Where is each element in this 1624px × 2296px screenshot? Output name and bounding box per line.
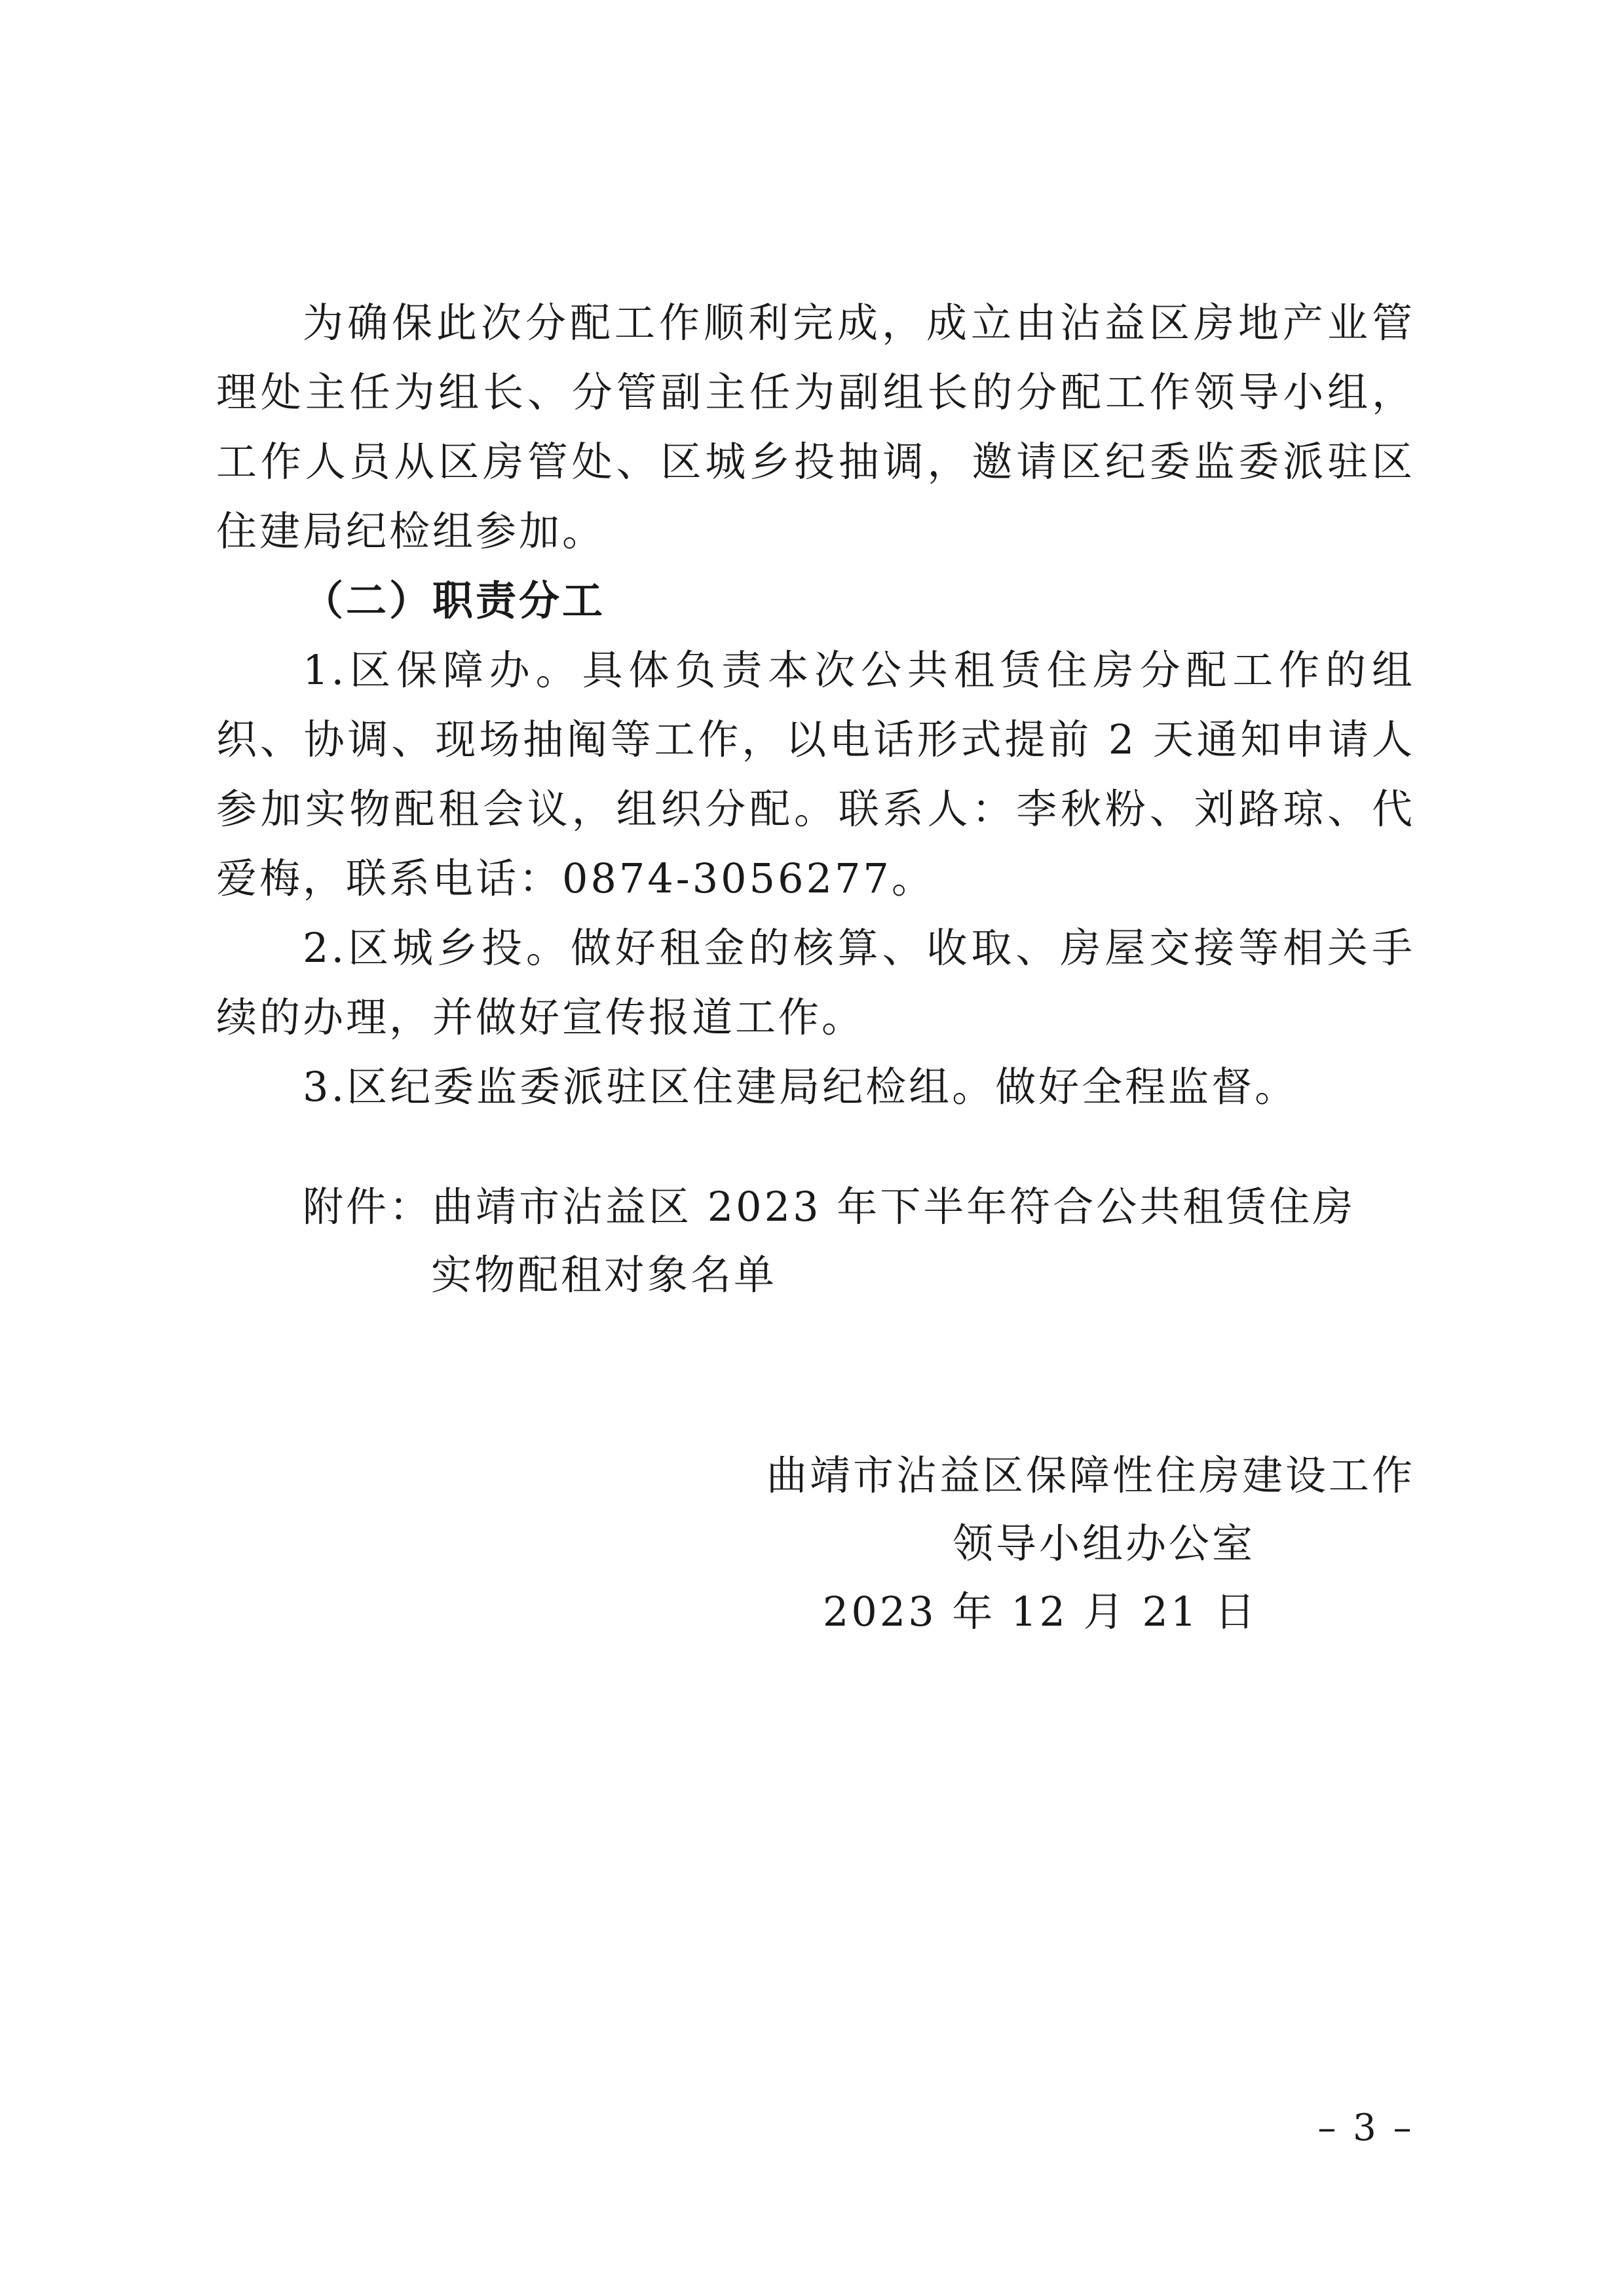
issuing-org-line2: 领导小组办公室 (952, 1520, 1255, 1567)
attachment-label: 附件： (303, 1183, 433, 1231)
issuing-org-line1: 曲靖市沾益区保障性住房建设工作 (766, 1451, 1415, 1499)
page-number: – 3 – (1317, 2107, 1414, 2149)
duty-item-2: 2.区城乡投。做好租金的核算、收取、房屋交接等相关手续的办理，并做好宣传报道工作。 (216, 924, 1415, 1041)
attachment-title-line2: 实物配租对象名单 (431, 1251, 778, 1299)
body-text (216, 288, 1415, 1122)
attachment-line-1 (303, 1173, 1416, 1241)
section-heading: （二）职责分工 (303, 577, 606, 624)
attachment-note (303, 1173, 1416, 1309)
duty-item-1: 1.区保障办。具体负责本次公共租赁住房分配工作的组织、协调、现场抽阄等工作，以电话形式提前 2 天通知申请人参加实物配租会议，组织分配。联系人：李秋粉、刘路琼、代爱梅，联系电话：0874-3056277。 (216, 646, 1415, 902)
signature-block (734, 1442, 1415, 1646)
duty-item-3: 3.区纪委监委派驻区住建局纪检组。做好全程监督。 (303, 1063, 1298, 1111)
intro-paragraph: 为确保此次分配工作顺利完成，成立由沾益区房地产业管理处主任为组长、分管副主任为副组长的分配工作领导小组，工作人员从区房管处、区城乡投抽调，邀请区纪委监委派驻区住建局纪检组参加。 (216, 299, 1415, 555)
attachment-title-line1: 曲靖市沾益区 2023 年下半年符合公共租赁住房 (432, 1183, 1356, 1231)
issue-date: 2023 年 12 月 21 日 (822, 1588, 1258, 1636)
